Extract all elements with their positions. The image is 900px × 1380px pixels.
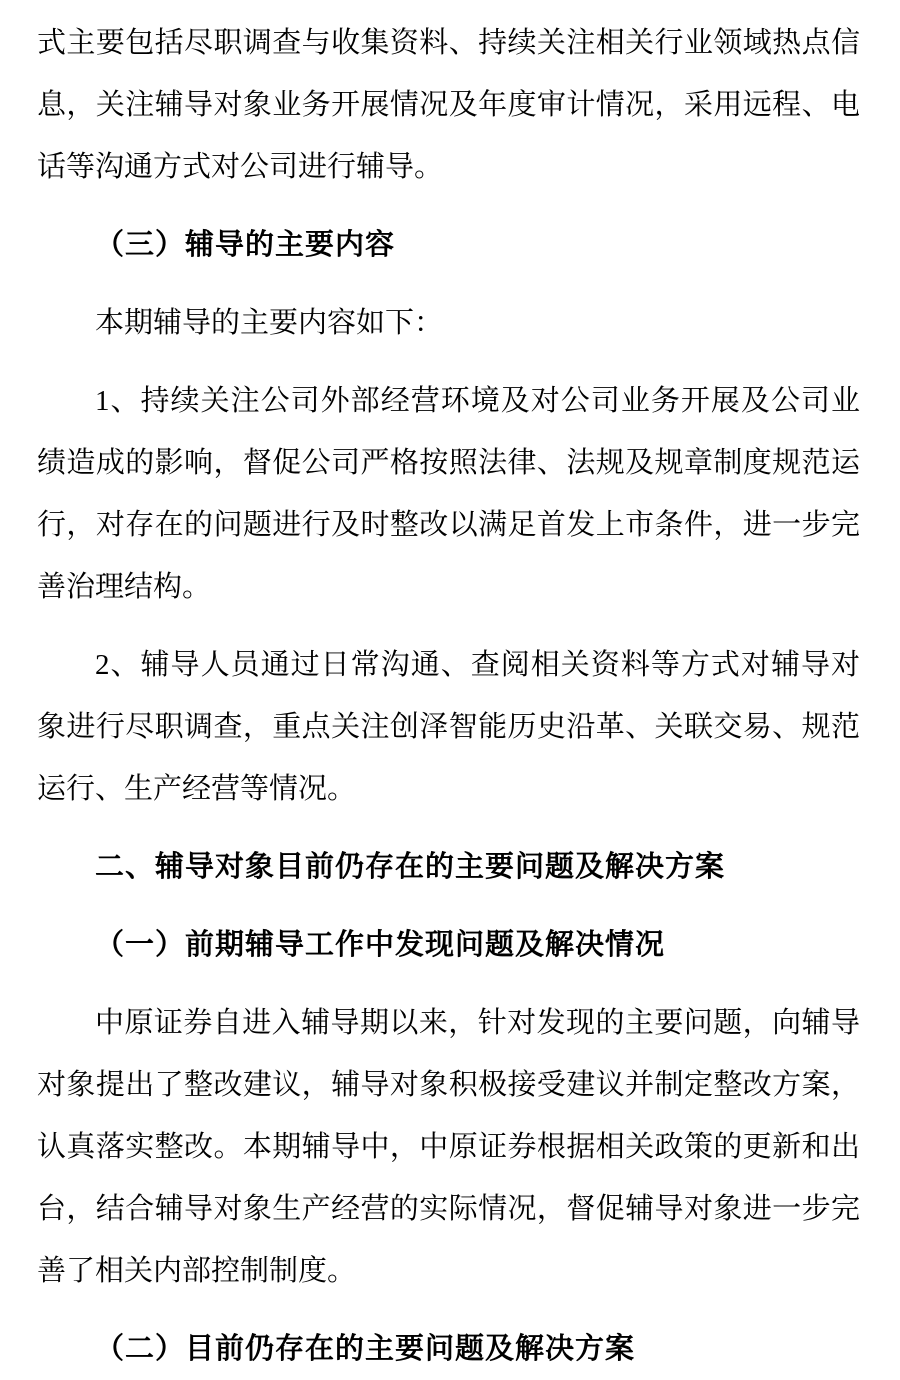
section-heading: （二）目前仍存在的主要问题及解决方案 xyxy=(95,1333,636,1365)
body-paragraph: 本期辅导的主要内容如下： xyxy=(95,307,444,339)
section-heading: 二、辅导对象目前仍存在的主要问题及解决方案 xyxy=(95,851,726,883)
body-paragraph: 1、持续关注公司外部经营环境及对公司业务开展及公司业绩造成的影响，督促公司严格按照法律、法规及规章制度规范运行，对存在的问题进行及时整改以满足首发上市条件，进一步完善治理结构。 xyxy=(37,385,860,603)
section-heading: （三）辅导的主要内容 xyxy=(95,229,396,261)
section-heading: （一）前期辅导工作中发现问题及解决情况 xyxy=(95,929,666,961)
body-paragraph: 2、辅导人员通过日常沟通、查阅相关资料等方式对辅导对象进行尽职调查，重点关注创泽智能历史沿革、关联交易、规范运行、生产经营等情况。 xyxy=(37,649,860,805)
body-paragraph-continued: 式主要包括尽职调查与收集资料、持续关注相关行业领域热点信息，关注辅导对象业务开展情况及年度审计情况，采用远程、电话等沟通方式对公司进行辅导。 xyxy=(37,27,860,183)
body-paragraph: 中原证券自进入辅导期以来，针对发现的主要问题，向辅导对象提出了整改建议，辅导对象积极接受建议并制定整改方案，认真落实整改。本期辅导中，中原证券根据相关政策的更新和出台，结合辅导对象生产经营的实际情况，督促辅导对象进一步完善了相关内部控制制度。 xyxy=(37,1007,860,1287)
document-body xyxy=(37,12,860,1380)
